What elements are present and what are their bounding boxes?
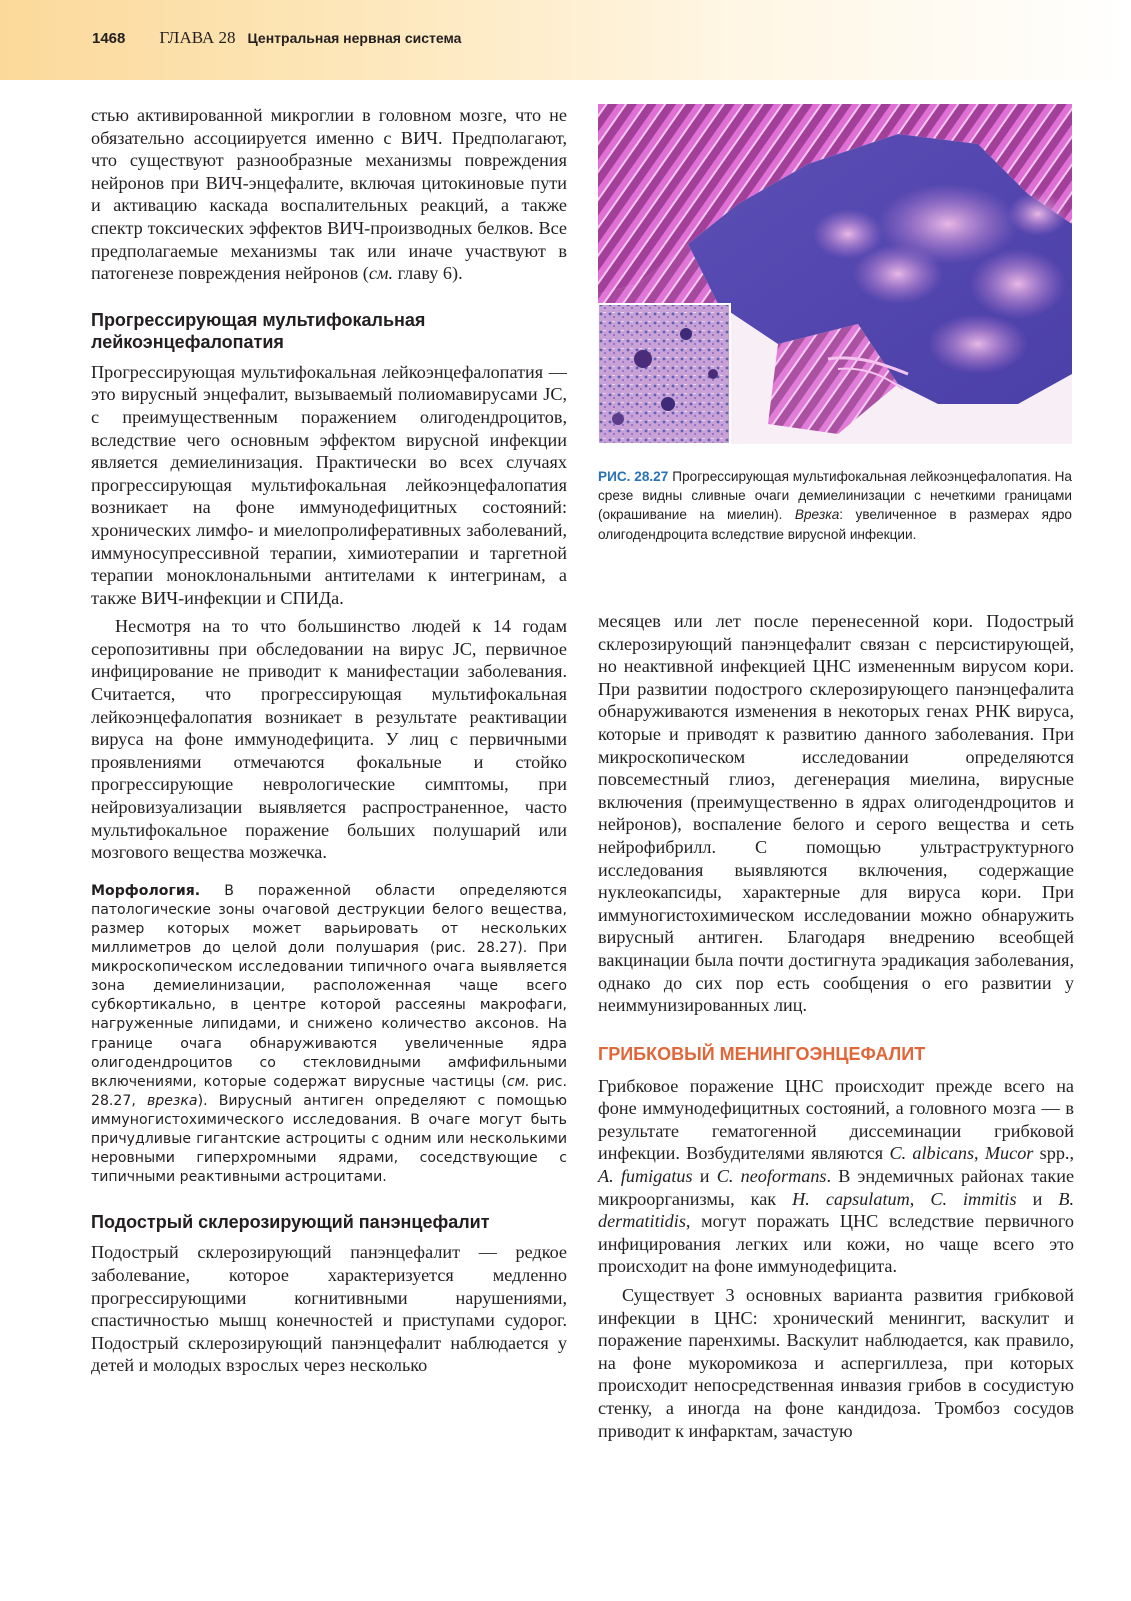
paragraph-hiv-mechanisms: стью активированной микроглии в головном мозге, что не обязательно ассоциируется именно с ВИЧ. Предполагают, что существуют разнообразные механизмы повреждения нейронов при ВИЧ-энцефалите, включая цитокиновые пути и активацию каскада воспалительных реакций, а также спектр токсических эффектов ВИЧ-производных белков. Все предполагаемые механизмы так или иначе участвуют в патогенезе повреждения нейронов (см. главу 6). (91, 105, 567, 284)
paragraph-sspe-intro: Подострый склерозирующий панэнцефалит — редкое заболевание, которое характеризуется медленно прогрессирующими когнитивными нарушениями, спастичностью мышц конечностей и приступами судорог. Подострый склерозирующий панэнцефалит наблюдается у детей и молодых взрослых через несколько (91, 1242, 567, 1376)
heading-sspe: Подострый склерозирующий панэнцефалит (91, 1212, 490, 1233)
page-number: 1468 (92, 30, 126, 47)
paragraph-pml-pathogenesis: Несмотря на то что большинство людей к 14 годам серопозитивны при обследовании на вирус JC, первичное инфицирование не приводит к манифестации заболевания. Считается, что прогрессирующая мультифокальная лейкоэнцефалопатия возникает в результате реактивации вируса на фоне иммунодефицита. У лиц с первичными проявлениями отмечаются фокальные и стойко прогрессирующие неврологические симптомы, при нейровизуализации выявляется распространенное, часто мультифокальное поражение больших полушарий или мозгового вещества мозжечка. (91, 616, 567, 863)
right-column (598, 610, 1074, 1442)
morphology-block: Морфология. В пораженной области определяются патологические зоны очаговой деструкции белого вещества, размер которых может варьировать от нескольких миллиметров до целой доли полушария (рис. 28.27). При микроскопическом исследовании типичного очага выявляется зона демиелинизации, расположенная чаще всего субкортикально, в центре которой рассеяны макрофаги, нагруженные липидами, и снижено количество аксонов. На границе очага обнаруживаются увеличенные ядра олигодендроцитов со стекловидными амфифильными включениями, которые содержат вирусные частицы (см. рис. 28.27, врезка). Вирусный антиген определяют с помощью иммуногистохимического исследования. В очаге могут быть причудливые гигантские астроциты с одним или несколькими неровными гиперхромными ядрами, соседствующие с типичными реактивными астроцитами. (91, 882, 567, 1186)
figure-caption: РИС. 28.27 Прогрессирующая мультифокальная лейкоэнцефалопатия. На срезе видны сливные очаги демиелинизации с нечеткими границами (окрашивание на миелин). Врезка: увеличенное в размерах ядро олигодендроцита вследствие вирусной инфекции. (598, 469, 1072, 542)
heading-fungal-meningoencephalitis: ГРИБКОВЫЙ МЕНИНГОЭНЦЕФАЛИТ (598, 1043, 926, 1064)
morphology-label: Морфология. (91, 882, 201, 899)
paragraph-fungal-pathogens: Грибковое поражение ЦНС происходит прежде всего на фоне иммунодефицитных состояний, а головного мозга — в результате гематогенной диссеминации грибковой инфекции. Возбудителями являются C. albicans, Mucor spp., A. fumigatus и C. neoformans. В эндемичных районах такие микроорганизмы, как H. capsulatum, C. immitis и B. dermatitidis, могут поражать ЦНС вследствие первичного инфицирования легких или кожи, но чаще всего это происходит на фоне иммунодефицита. (598, 1075, 1075, 1277)
left-column (91, 104, 567, 1377)
chapter-title: Центральная нервная система (247, 30, 462, 46)
heading-pml: Прогрессирующая мультифокальная лейкоэнцефалопатия (91, 309, 426, 352)
histology-micrograph (598, 104, 1072, 444)
figure-28-27-image (598, 104, 1072, 444)
paragraph-pml-definition: Прогрессирующая мультифокальная лейкоэнцефалопатия — это вирусный энцефалит, вызываемый полиомавирусами JC, с преимущественным поражением олигодендроцитов, вследствие чего основным эффектом вирусной инфекции является демиелинизация. Практически во всех случаях прогрессирующая мультифокальная лейкоэнцефалопатия возникает на фоне иммунодефицитных состояний: хронических лимфо- и миелопролиферативных заболеваний, иммуносупрессивной терапии, химиотерапии и таргетной терапии моноклональными антителами к интегринам, а также ВИЧ-инфекции и СПИДа. (91, 361, 567, 608)
caption-label: РИС. 28.27 (598, 469, 669, 484)
running-head (92, 28, 461, 52)
paragraph-sspe-continued: месяцев или лет после перенесенной кори. Подострый склерозирующий панэнцефалит связан с персистирующей, но неактивной инфекцией ЦНС измененным вирусом кори. При развитии подострого склерозирующего панэнцефалита обнаруживаются изменения в некоторых генах РНК вируса, которые и приводят к развитию данного заболевания. При микроскопическом исследовании определяются повсеместный глиоз, дегенерация миелина, вирусные включения (преимущественно в ядрах олигодендроцитов и нейронов), воспаление белого и серого вещества и сеть нейрофибрилл. С помощью ультраструктурного исследования выявляются включения, содержащие нуклеокапсиды, характерные для вируса кори. При иммуногистохимическом исследовании можно обнаружить вирусный антиген. Благодаря внедрению всеобщей вакцинации была почти достигнута эрадикация заболевания, однако до сих пор есть сообщения о его развитии у неиммунизированных лиц. (598, 611, 1074, 1016)
page-header (0, 0, 1131, 80)
paragraph-fungal-variants: Существует 3 основных варианта развития грибковой инфекции в ЦНС: хронический менингит, васкулит и поражение паренхимы. Васкулит наблюдается, как правило, на фоне мукоромикоза и аспергиллеза, при которых происходит непосредственная инвазия грибов в сосудистую стенку, а иногда на фоне кандидоза. Тромбоз сосудов приводит к инфарктам, зачастую (598, 1285, 1074, 1441)
chapter-label: ГЛАВА 28 (159, 28, 236, 47)
